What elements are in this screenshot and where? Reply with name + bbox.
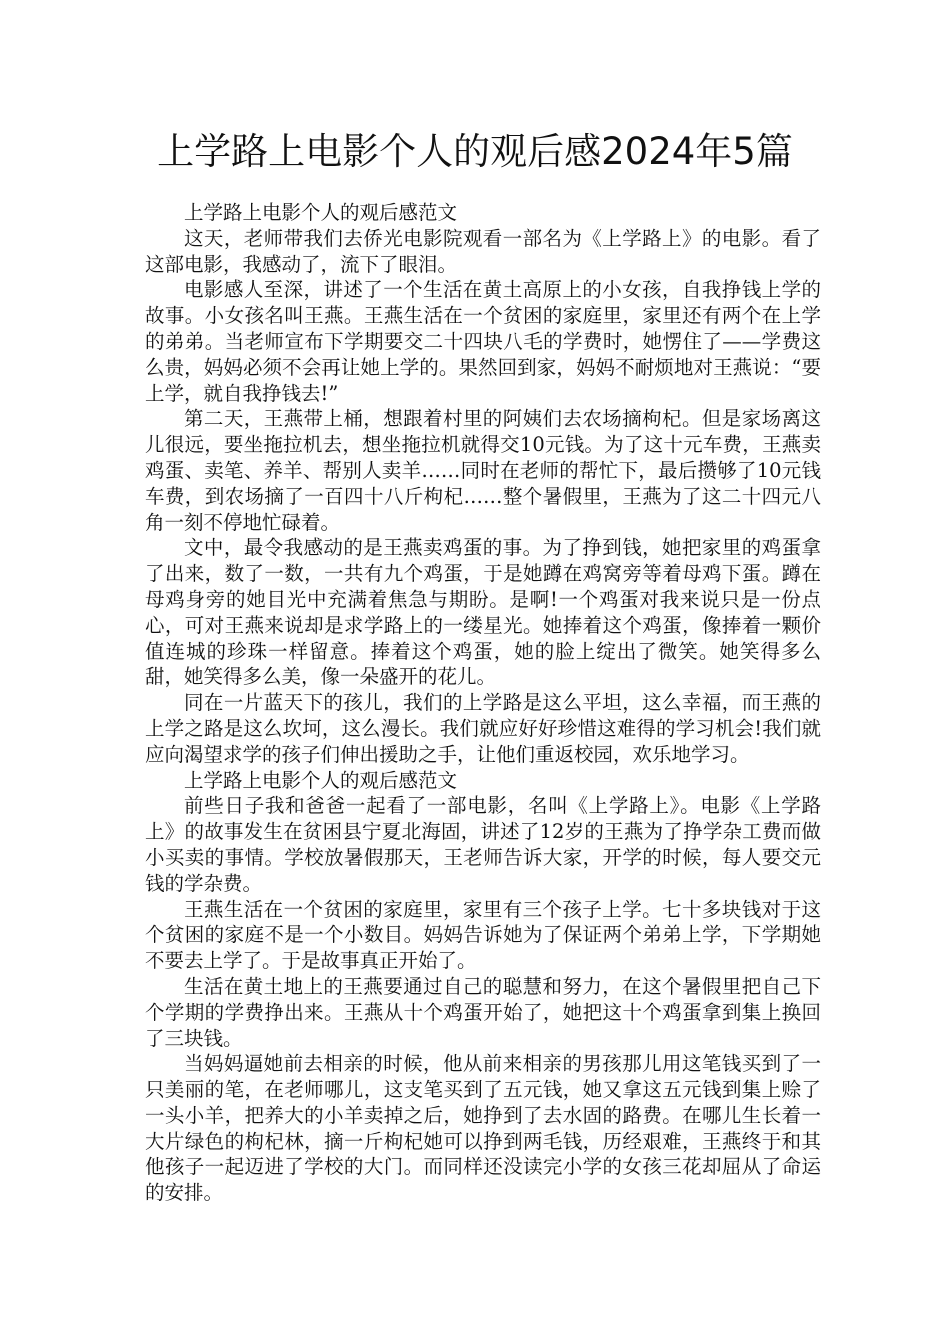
paragraph: 前些日子我和爸爸一起看了一部电影，名叫《上学路上》。电影《上学路上》的故事发生在贫困县宁夏北海固，讲述了12岁的王燕为了挣学杂工费而做小买卖的事情。学校放暑假那天，王老师告诉大家，开学的时候，每人要交元钱的学杂费。 [145, 794, 821, 895]
paragraph: 第二天，王燕带上桶，想跟着村里的阿姨们去农场摘枸杞。但是家场离这儿很远，要坐拖拉机去，想坐拖拉机就得交10元钱。为了这十元车费，王燕卖鸡蛋、卖笔、养羊、帮别人卖羊……同时在老师的帮忙下，最后攒够了10元钱车费，到农场摘了一百四十八斤枸杞……整个暑假里，王燕为了这二十四元八角一刻不停地忙碌着。 [145, 407, 821, 534]
paragraph: 电影感人至深，讲述了一个生活在黄土高原上的小女孩，自我挣钱上学的故事。小女孩名叫王燕。王燕生活在一个贫困的家庭里，家里还有两个在上学的弟弟。当老师宣布下学期要交二十四块八毛的学费时，她愣住了——学费这么贵，妈妈必须不会再让她上学的。果然回到家，妈妈不耐烦地对王燕说：“要上学，就自我挣钱去!” [145, 278, 821, 405]
document-title: 上学路上电影个人的观后感2024年5篇 [157, 130, 793, 173]
paragraph: 当妈妈逼她前去相亲的时候，他从前来相亲的男孩那儿用这笔钱买到了一只美丽的笔，在老师哪儿，这支笔买到了五元钱，她又拿这五元钱到集上赊了一头小羊，把养大的小羊卖掉之后，她挣到了去水固的路费。在哪儿生长着一大片绿色的枸杞林，摘一斤枸杞她可以挣到两毛钱，历经艰难，王燕终于和其他孩子一起迈进了学校的大门。而同样还没读完小学的女孩三花却屈从了命运的安排。 [145, 1052, 821, 1205]
paragraph: 文中，最令我感动的是王燕卖鸡蛋的事。为了挣到钱，她把家里的鸡蛋拿了出来，数了一数，一共有九个鸡蛋，于是她蹲在鸡窝旁等着母鸡下蛋。蹲在母鸡身旁的她目光中充满着焦急与期盼。是啊!一个鸡蛋对我来说只是一份点心，可对王燕来说却是求学路上的一缕星光。她捧着这个鸡蛋，像捧着一颗价值连城的珍珠一样留意。捧着这个鸡蛋，她的脸上绽出了微笑。她笑得多么甜，她笑得多么美，像一朵盛开的花儿。 [145, 536, 821, 689]
section-heading-2: 上学路上电影个人的观后感范文 [184, 768, 458, 792]
paragraph: 王燕生活在一个贫困的家庭里，家里有三个孩子上学。七十多块钱对于这个贫困的家庭不是一个小数目。妈妈告诉她为了保证两个弟弟上学，下学期她不要去上学了。于是故事真正开始了。 [145, 897, 821, 973]
paragraph: 同在一片蓝天下的孩儿，我们的上学路是这么平坦，这么幸福，而王燕的上学之路是这么坎坷，这么漫长。我们就应好好珍惜这难得的学习机会!我们就应向渴望求学的孩子们伸出援助之手，让他们重返校园，欢乐地学习。 [145, 691, 821, 766]
document-body [145, 200, 821, 1206]
paragraph: 这天，老师带我们去侨光电影院观看一部名为《上学路上》的电影。看了这部电影，我感动了，流下了眼泪。 [145, 226, 821, 276]
section-heading-1: 上学路上电影个人的观后感范文 [184, 201, 458, 224]
paragraph: 生活在黄土地上的王燕要通过自己的聪慧和努力，在这个暑假里把自己下个学期的学费挣出来。王燕从十个鸡蛋开始了，她把这十个鸡蛋拿到集上换回了三块钱。 [145, 974, 821, 1050]
